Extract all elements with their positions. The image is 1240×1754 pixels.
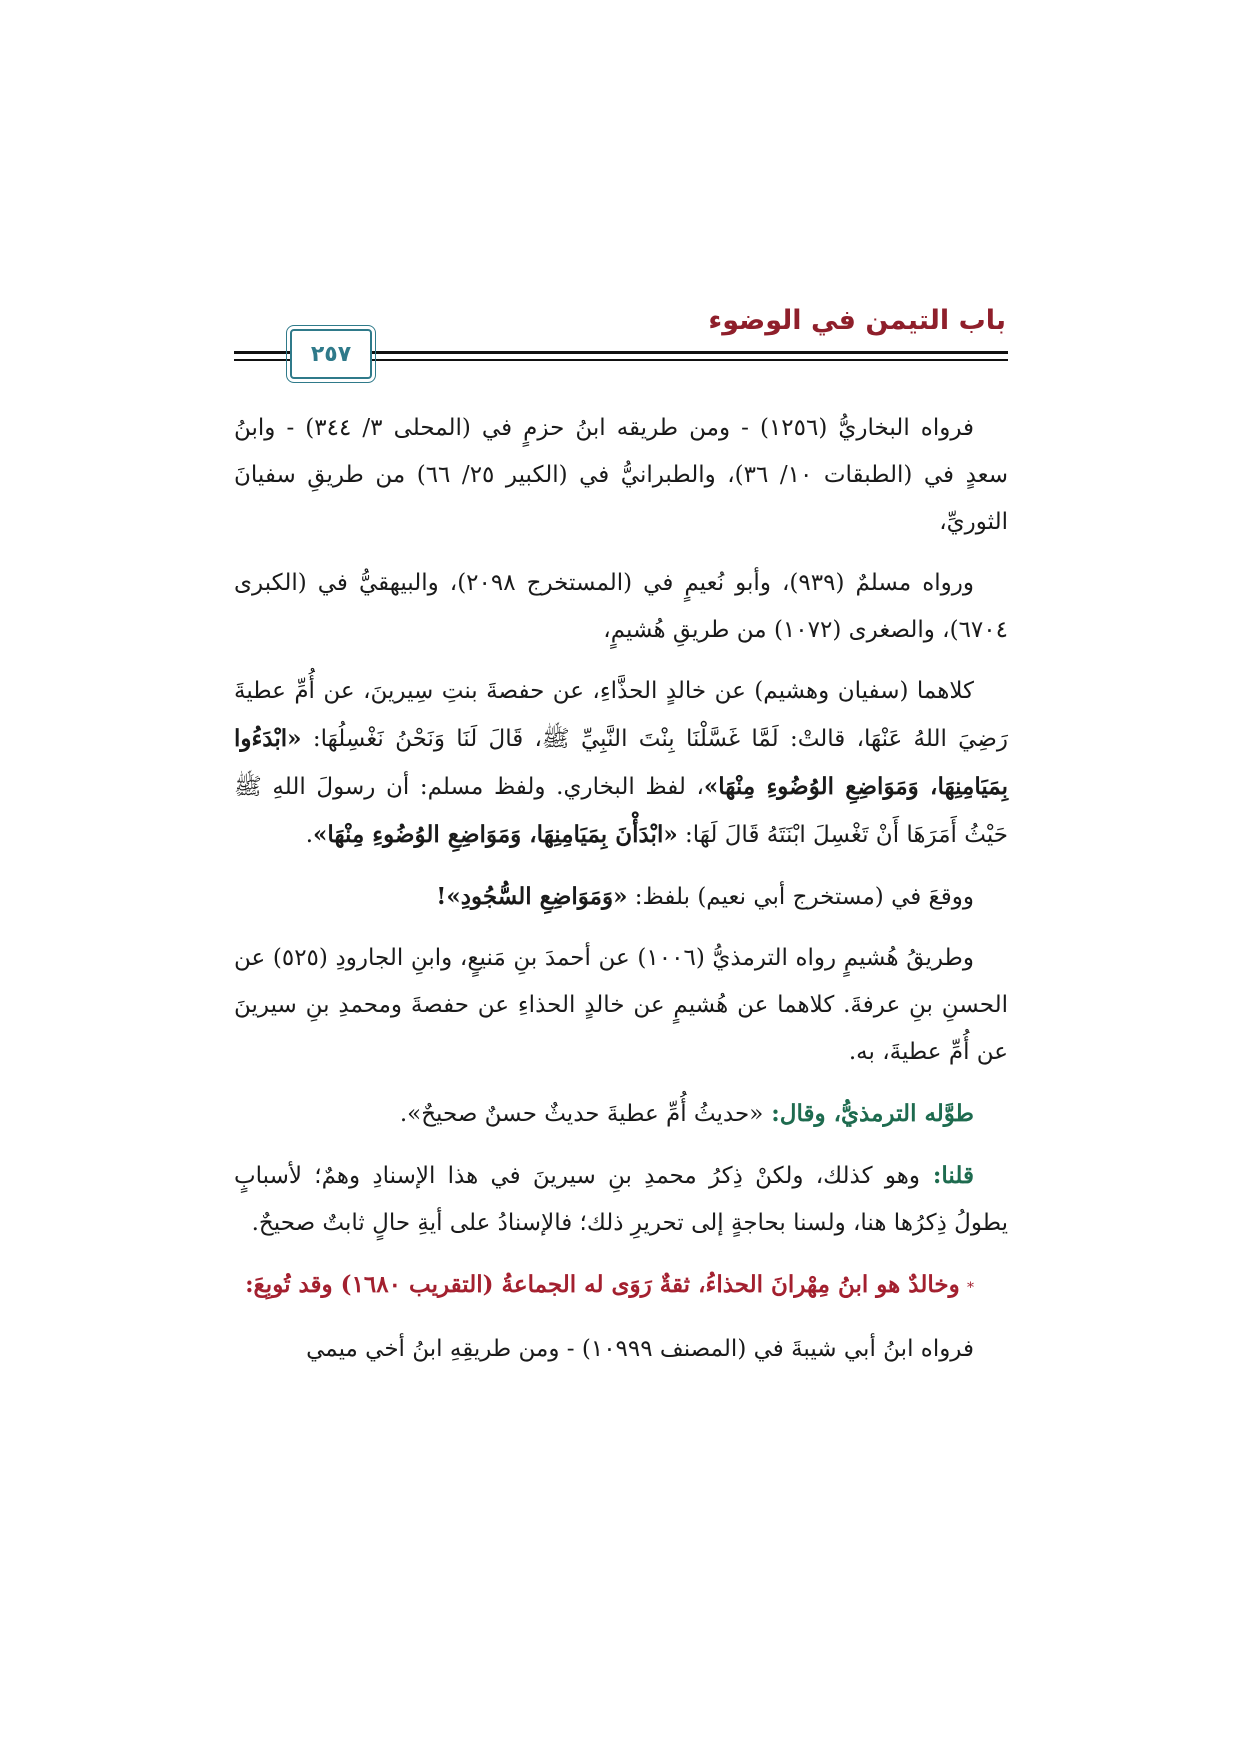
paragraph-7-text: وهو كذلك، ولكنْ ذِكرُ محمدِ بنِ سيرينَ في هذا الإسنادِ وهمٌ؛ لأسبابٍ يطولُ ذِكرُها هنا، ولسنا بحاجةٍ إلى تحريرِ ذلك؛ فالإسنادُ على أيةِ حالٍ ثابتٌ صحيحٌ. bbox=[234, 1163, 1008, 1236]
paragraph-3-text-a: كلاهما (سفيان وهشيم) عن خالدٍ الحذَّاءِ، عن حفصةَ بنتِ سِيرينَ، عن أُمِّ عطيةَ رَضِيَ اللهُ عَنْهَا، قالتْ: لَمَّا غَسَّلْنَا بِنْتَ النَّبِيِّ ﷺ، قَالَ لَنَا وَنَحْنُ نَغْسِلُهَا: bbox=[234, 678, 1008, 752]
tirmidhi-verdict: «حديثُ أُمِّ عطيةَ حديثٌ حسنٌ صحيحٌ». bbox=[399, 1101, 764, 1127]
paragraph-3-text-c: ، لفظ البخاري. ولفظ مسلم: أن رسولَ اللهِ ﷺ حَيْثُ أَمَرَهَا أَنْ تَغْسِلَ ابْنَتَهُ قَالَ لَهَا: bbox=[234, 774, 1008, 848]
hadith-quote-muslim: «ابْدَأْنَ بِمَيَامِنِهَا، وَمَوَاضِعِ الوُضُوءِ مِنْهَا» bbox=[313, 821, 678, 848]
paragraph-5: وطريقُ هُشيمٍ رواه الترمذيُّ (١٠٠٦) عن أحمدَ بنِ مَنيعٍ، وابنِ الجارودِ (٥٢٥) عن الحسنِ بنِ عرفةَ. كلاهما عن هُشيمٍ عن خالدٍ الحذاءِ عن حفصةَ ومحمدِ بنِ سيرينَ عن أُمِّ عطيةَ، به. bbox=[234, 945, 1008, 1065]
paragraph-9: فرواه ابنُ أبي شيبةَ في (المصنف ١٠٩٩٩) - ومن طريقِهِ ابنُ أخي ميمي bbox=[306, 1336, 974, 1362]
qulna-label: قلنا: bbox=[919, 1162, 974, 1189]
paragraph-3-text-e: . bbox=[305, 822, 314, 848]
paragraph-2: ورواه مسلمٌ (٩٣٩)، وأبو نُعيمٍ في (المستخرج ٢٠٩٨)، والبيهقيُّ في (الكبرى ٦٧٠٤)، والصغرى (١٠٧٢) من طريقِ هُشيمٍ، bbox=[234, 570, 1008, 643]
main-text bbox=[234, 405, 1008, 1387]
running-title: باب التيمن في الوضوء bbox=[708, 305, 1006, 336]
paragraph-4 bbox=[234, 873, 1008, 921]
paragraph-4-text: ووقعَ في (مستخرج أبي نعيم) بلفظ: bbox=[627, 884, 974, 910]
hadith-quote-abu-nuaym: «وَمَوَاضِعِ السُّجُودِ»! bbox=[436, 883, 628, 910]
bullet-star: * bbox=[967, 1280, 974, 1296]
paragraph-6 bbox=[234, 1090, 1008, 1138]
paragraph-7 bbox=[234, 1152, 1008, 1247]
page-number-frame bbox=[290, 329, 372, 379]
hadith-quote-bukhari: «ابْدَءُوا بِمَيَامِنِهَا، وَمَوَاضِعِ الوُضُوءِ مِنْهَا» bbox=[234, 725, 1009, 800]
narrator-note: وخالدٌ هو ابنُ مِهْرانَ الحذاءُ، ثقةٌ رَوَى له الجماعةُ (التقريب ١٦٨٠) وقد تُوبِعَ: bbox=[245, 1271, 960, 1298]
page-number: ٢٥٧ bbox=[310, 341, 352, 367]
tirmidhi-label: طوَّله الترمذيُّ، وقال: bbox=[763, 1100, 974, 1127]
paragraph-3 bbox=[234, 668, 1008, 859]
paragraph-8 bbox=[234, 1261, 1008, 1312]
paragraph-1: فرواه البخاريُّ (١٢٥٦) - ومن طريقه ابنُ حزمٍ في (المحلى ٣/ ٣٤٤) - وابنُ سعدٍ في (الطبقات ١٠/ ٣٦)، والطبرانيُّ في (الكبير ٢٥/ ٦٦) من طريقِ سفيانَ الثوريِّ، bbox=[234, 415, 1009, 535]
